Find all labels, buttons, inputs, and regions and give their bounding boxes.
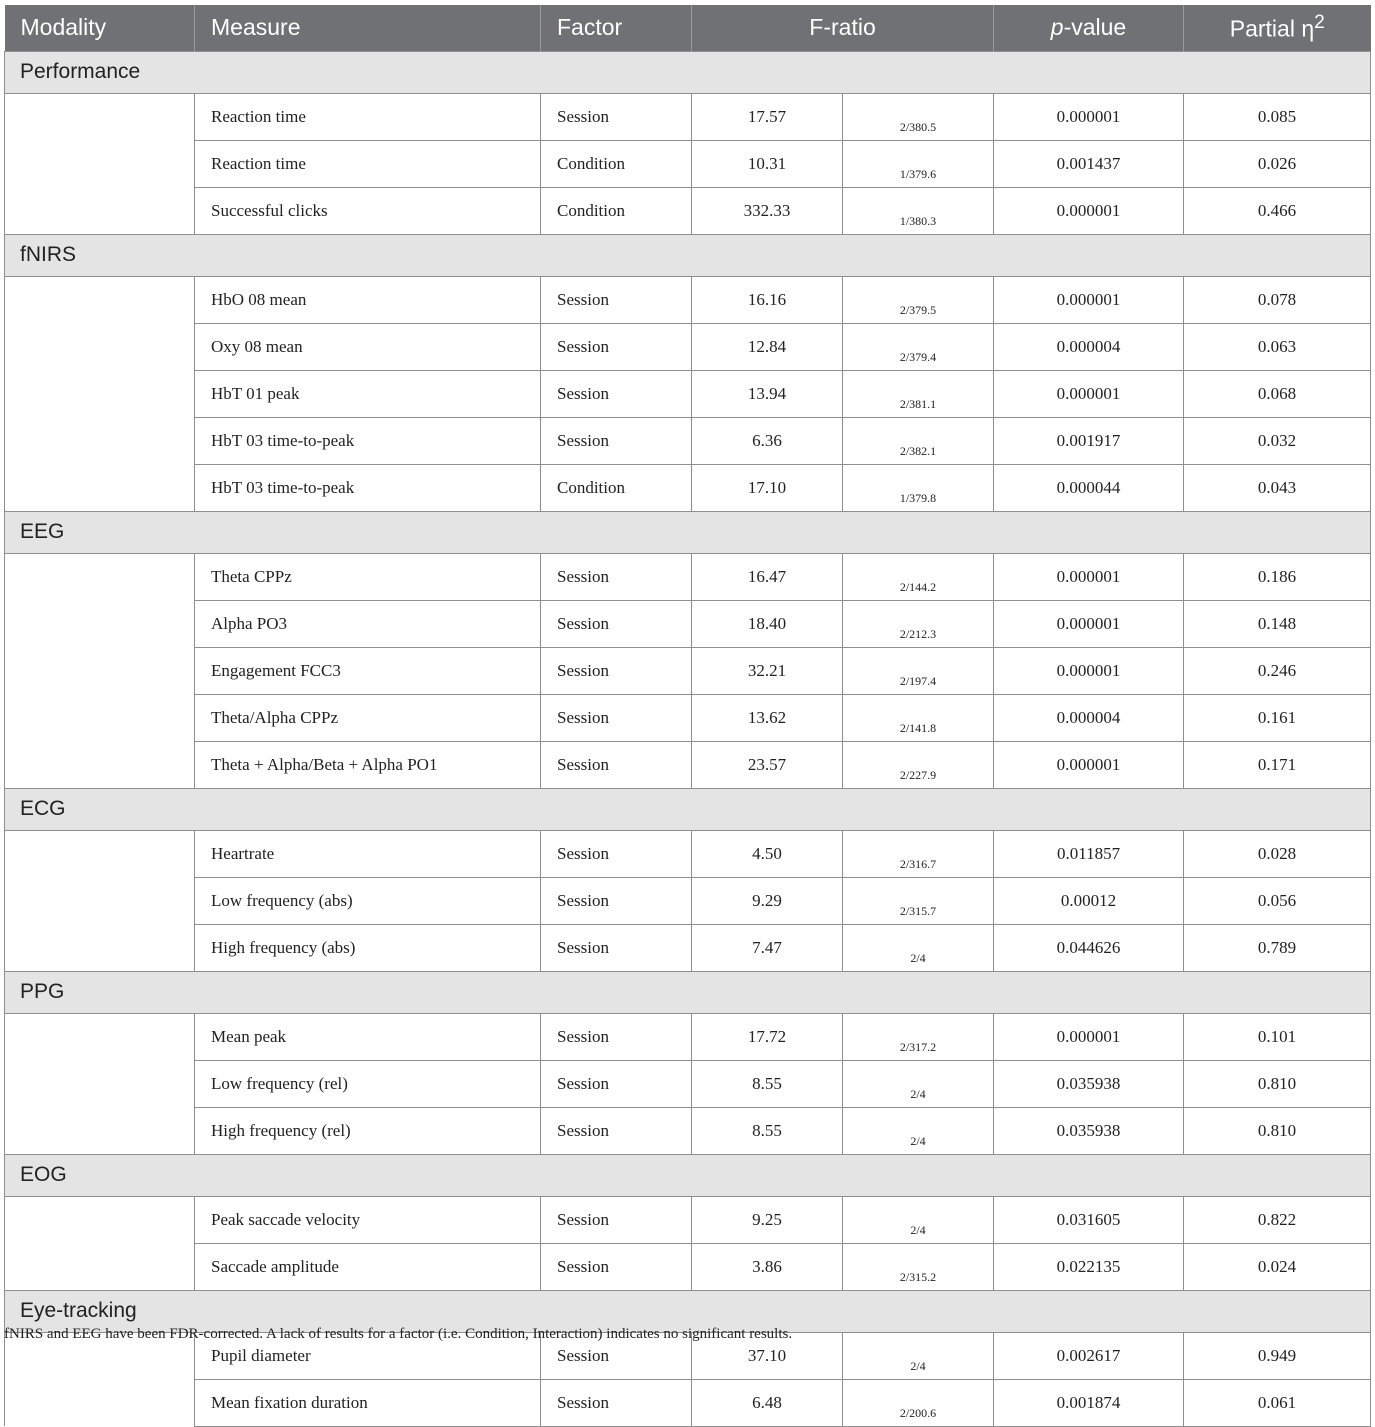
f-ratio-cell: 13.62 [692,694,843,741]
table-row [5,1243,1371,1290]
p-value-cell: 0.000001 [994,276,1184,323]
df-cell: 2/379.4 [843,323,994,370]
measure-cell: Pupil diameter [195,1332,541,1379]
modality-spacer-cell [5,323,195,370]
df-cell: 2/197.4 [843,647,994,694]
partial-eta-cell: 0.032 [1184,417,1371,464]
p-value-cell: 0.000044 [994,464,1184,511]
modality-label: EEG [5,511,1371,553]
f-ratio-cell: 17.57 [692,93,843,140]
df-cell: 2/4 [843,1107,994,1154]
measure-cell: Low frequency (rel) [195,1060,541,1107]
df-cell: 2/315.7 [843,877,994,924]
df-cell: 2/380.5 [843,93,994,140]
header-eta-label: Partial η [1229,16,1315,43]
measure-cell: Engagement FCC3 [195,647,541,694]
table-row [5,417,1371,464]
p-value-cell: 0.000001 [994,647,1184,694]
modality-label: ECG [5,788,1371,830]
modality-spacer-cell [5,741,195,788]
header-p-italic: p [1050,14,1064,41]
df-cell: 2/144.2 [843,553,994,600]
df-cell: 2/4 [843,1196,994,1243]
p-value-cell: 0.031605 [994,1196,1184,1243]
measure-cell: High frequency (rel) [195,1107,541,1154]
measure-cell: Theta CPPz [195,553,541,600]
table-row [5,323,1371,370]
df-cell: 2/315.2 [843,1243,994,1290]
factor-cell: Session [541,741,692,788]
header-partial-eta [1184,5,1371,51]
p-value-cell: 0.000001 [994,741,1184,788]
modality-spacer-cell [5,464,195,511]
partial-eta-cell: 0.068 [1184,370,1371,417]
f-ratio-cell: 23.57 [692,741,843,788]
partial-eta-cell: 0.186 [1184,553,1371,600]
modality-group-row [5,971,1371,1013]
partial-eta-cell: 0.789 [1184,924,1371,971]
table-row [5,464,1371,511]
factor-cell: Session [541,417,692,464]
modality-group-row [5,1154,1371,1196]
modality-label: EOG [5,1154,1371,1196]
modality-label: PPG [5,971,1371,1013]
factor-cell: Session [541,1060,692,1107]
header-measure: Measure [195,5,541,51]
measure-cell: Saccade amplitude [195,1243,541,1290]
partial-eta-cell: 0.246 [1184,647,1371,694]
header-p-rest: -value [1063,14,1127,41]
table-row [5,741,1371,788]
factor-cell: Session [541,370,692,417]
df-cell: 2/382.1 [843,417,994,464]
factor-cell: Condition [541,140,692,187]
f-ratio-cell: 6.36 [692,417,843,464]
measure-cell: Low frequency (abs) [195,877,541,924]
p-value-cell: 0.000001 [994,1013,1184,1060]
modality-spacer-cell [5,1379,195,1426]
table-row [5,600,1371,647]
df-cell: 2/141.8 [843,694,994,741]
partial-eta-cell: 0.061 [1184,1379,1371,1426]
df-cell: 1/380.3 [843,187,994,234]
factor-cell: Session [541,1332,692,1379]
factor-cell: Session [541,600,692,647]
measure-cell: Reaction time [195,140,541,187]
partial-eta-cell: 0.078 [1184,276,1371,323]
table-body [5,51,1371,1426]
partial-eta-cell: 0.466 [1184,187,1371,234]
p-value-cell: 0.000001 [994,553,1184,600]
f-ratio-cell: 7.47 [692,924,843,971]
f-ratio-cell: 32.21 [692,647,843,694]
df-cell: 2/200.6 [843,1379,994,1426]
f-ratio-cell: 4.50 [692,830,843,877]
factor-cell: Session [541,1196,692,1243]
f-ratio-cell: 3.86 [692,1243,843,1290]
modality-spacer-cell [5,553,195,600]
table-row [5,694,1371,741]
measure-cell: Alpha PO3 [195,600,541,647]
partial-eta-cell: 0.026 [1184,140,1371,187]
partial-eta-cell: 0.056 [1184,877,1371,924]
modality-spacer-cell [5,1196,195,1243]
f-ratio-cell: 16.47 [692,553,843,600]
partial-eta-cell: 0.822 [1184,1196,1371,1243]
f-ratio-cell: 9.25 [692,1196,843,1243]
table-row [5,187,1371,234]
p-value-cell: 0.00012 [994,877,1184,924]
modality-label: fNIRS [5,234,1371,276]
p-value-cell: 0.022135 [994,1243,1184,1290]
f-ratio-cell: 8.55 [692,1107,843,1154]
p-value-cell: 0.000004 [994,694,1184,741]
factor-cell: Session [541,323,692,370]
measure-cell: Mean fixation duration [195,1379,541,1426]
p-value-cell: 0.035938 [994,1107,1184,1154]
factor-cell: Condition [541,464,692,511]
partial-eta-cell: 0.085 [1184,93,1371,140]
table-row [5,140,1371,187]
modality-spacer-cell [5,830,195,877]
header-p-value [994,5,1184,51]
table-header [5,5,1371,51]
modality-spacer-cell [5,647,195,694]
p-value-cell: 0.000001 [994,600,1184,647]
factor-cell: Session [541,1013,692,1060]
factor-cell: Session [541,93,692,140]
modality-group-row [5,511,1371,553]
modality-spacer-cell [5,140,195,187]
table-footnote: fNIRS and EEG have been FDR-corrected. A lack of results for a factor (i.e. Condition, Interaction) indicates no significant results. [4,1326,793,1342]
factor-cell: Session [541,1243,692,1290]
partial-eta-cell: 0.161 [1184,694,1371,741]
modality-spacer-cell [5,187,195,234]
partial-eta-cell: 0.028 [1184,830,1371,877]
modality-label: Performance [5,51,1371,93]
results-table [4,5,1371,1427]
p-value-cell: 0.001917 [994,417,1184,464]
partial-eta-cell: 0.810 [1184,1060,1371,1107]
p-value-cell: 0.035938 [994,1060,1184,1107]
factor-cell: Session [541,1107,692,1154]
modality-spacer-cell [5,924,195,971]
table-row [5,1379,1371,1426]
header-eta-sup: 2 [1314,12,1325,34]
factor-cell: Session [541,924,692,971]
p-value-cell: 0.000004 [994,323,1184,370]
f-ratio-cell: 17.10 [692,464,843,511]
header-f-ratio: F-ratio [692,5,994,51]
factor-cell: Session [541,647,692,694]
table-row [5,553,1371,600]
table-row [5,1060,1371,1107]
f-ratio-cell: 17.72 [692,1013,843,1060]
measure-cell: Theta + Alpha/Beta + Alpha PO1 [195,741,541,788]
table-row [5,924,1371,971]
modality-group-row [5,51,1371,93]
f-ratio-cell: 13.94 [692,370,843,417]
f-ratio-cell: 10.31 [692,140,843,187]
factor-cell: Condition [541,187,692,234]
factor-cell: Session [541,276,692,323]
modality-label: Eye-tracking [5,1290,1371,1332]
df-cell: 1/379.8 [843,464,994,511]
df-cell: 2/379.5 [843,276,994,323]
header-row [5,5,1371,51]
header-factor: Factor [541,5,692,51]
partial-eta-cell: 0.024 [1184,1243,1371,1290]
measure-cell: Peak saccade velocity [195,1196,541,1243]
p-value-cell: 0.001437 [994,140,1184,187]
table-row [5,647,1371,694]
table-row [5,93,1371,140]
table-row [5,1013,1371,1060]
p-value-cell: 0.000001 [994,370,1184,417]
measure-cell: Heartrate [195,830,541,877]
modality-spacer-cell [5,600,195,647]
measure-cell: Reaction time [195,93,541,140]
measure-cell: HbT 03 time-to-peak [195,417,541,464]
p-value-cell: 0.011857 [994,830,1184,877]
p-value-cell: 0.001874 [994,1379,1184,1426]
measure-cell: Theta/Alpha CPPz [195,694,541,741]
df-cell: 2/212.3 [843,600,994,647]
f-ratio-cell: 16.16 [692,276,843,323]
modality-spacer-cell [5,694,195,741]
measure-cell: Mean peak [195,1013,541,1060]
f-ratio-cell: 6.48 [692,1379,843,1426]
modality-spacer-cell [5,1060,195,1107]
partial-eta-cell: 0.171 [1184,741,1371,788]
partial-eta-cell: 0.949 [1184,1332,1371,1379]
f-ratio-cell: 332.33 [692,187,843,234]
modality-group-row [5,234,1371,276]
table-row [5,276,1371,323]
modality-spacer-cell [5,370,195,417]
df-cell: 2/381.1 [843,370,994,417]
p-value-cell: 0.000001 [994,187,1184,234]
df-cell: 2/227.9 [843,741,994,788]
df-cell: 2/4 [843,1332,994,1379]
table-row [5,830,1371,877]
modality-spacer-cell [5,276,195,323]
factor-cell: Session [541,1379,692,1426]
modality-group-row [5,788,1371,830]
f-ratio-cell: 12.84 [692,323,843,370]
partial-eta-cell: 0.101 [1184,1013,1371,1060]
partial-eta-cell: 0.810 [1184,1107,1371,1154]
p-value-cell: 0.044626 [994,924,1184,971]
measure-cell: HbT 01 peak [195,370,541,417]
df-cell: 2/317.2 [843,1013,994,1060]
df-cell: 2/316.7 [843,830,994,877]
f-ratio-cell: 9.29 [692,877,843,924]
modality-spacer-cell [5,877,195,924]
factor-cell: Session [541,830,692,877]
measure-cell: Successful clicks [195,187,541,234]
modality-spacer-cell [5,1107,195,1154]
factor-cell: Session [541,553,692,600]
partial-eta-cell: 0.148 [1184,600,1371,647]
table-row [5,1107,1371,1154]
modality-spacer-cell [5,93,195,140]
modality-spacer-cell [5,417,195,464]
modality-spacer-cell [5,1243,195,1290]
measure-cell: HbT 03 time-to-peak [195,464,541,511]
partial-eta-cell: 0.043 [1184,464,1371,511]
table-row [5,1196,1371,1243]
header-modality: Modality [5,5,195,51]
f-ratio-cell: 18.40 [692,600,843,647]
table-row [5,370,1371,417]
p-value-cell: 0.002617 [994,1332,1184,1379]
measure-cell: HbO 08 mean [195,276,541,323]
modality-spacer-cell [5,1013,195,1060]
table-row [5,877,1371,924]
df-cell: 2/4 [843,1060,994,1107]
measure-cell: High frequency (abs) [195,924,541,971]
factor-cell: Session [541,877,692,924]
f-ratio-cell: 8.55 [692,1060,843,1107]
p-value-cell: 0.000001 [994,93,1184,140]
partial-eta-cell: 0.063 [1184,323,1371,370]
df-cell: 2/4 [843,924,994,971]
factor-cell: Session [541,694,692,741]
measure-cell: Oxy 08 mean [195,323,541,370]
df-cell: 1/379.6 [843,140,994,187]
f-ratio-cell: 37.10 [692,1332,843,1379]
